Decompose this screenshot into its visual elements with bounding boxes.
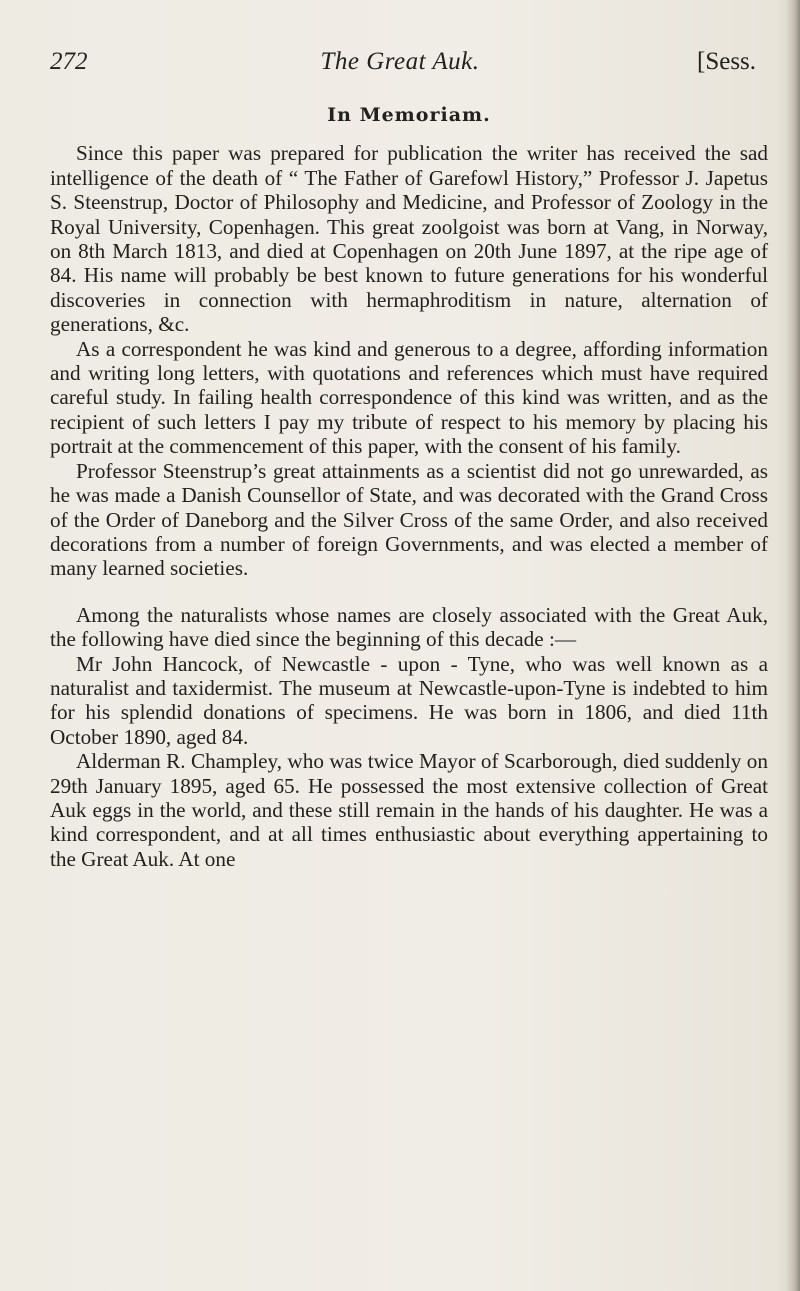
paragraph-5: Mr John Hancock, of Newcastle - upon - Tyne, who was well known as a naturalist and taxidermist. The museum at Newcastle-upon-Tyne is indebted to him for his splendid donations of specimens. He was born in 1806, and died 11th October 1890, aged 84.	[50, 651, 768, 749]
paragraph-2: As a correspondent he was kind and generous to a degree, affording information and writing long letters, with quotations and references which must have required careful study. In failing health correspondence of this kind was written, and as the recipient of such letters I pay my tribute of respect to his memory by placing his portrait at the commencement of this paper, with the consent of his family.	[50, 336, 768, 459]
body-text	[50, 103, 768, 871]
page-edge-shadow	[786, 0, 800, 1291]
running-title: The Great Auk.	[320, 48, 480, 75]
paragraph-3: Professor Steenstrup’s great attainments as a scientist did not go unrewarded, as he was made a Danish Counsellor of State, and was decorated with the Grand Cross of the Order of Daneborg and the Silver Cross of the same Order, and also received decorations from a number of foreign Governments, and was elected a member of many learned societies.	[50, 458, 768, 581]
section-heading: In Memoriam.	[327, 104, 491, 126]
session-label: [Sess.	[697, 48, 757, 75]
running-header	[0, 48, 800, 82]
paragraph-6: Alderman R. Champley, who was twice Mayor of Scarborough, died suddenly on 29th January 1895, aged 65. He possessed the most extensive collection of Great Auk eggs in the world, and these still remain in the hands of his daughter. He was a kind correspondent, and at all times enthusiastic about everything appertaining to the Great Auk. At one	[50, 749, 768, 871]
page-number: 272	[50, 48, 88, 75]
paragraph-4: Among the naturalists whose names are closely associated with the Great Auk, the following have died since the beginning of this decade :—	[50, 602, 768, 652]
paragraph-1: Since this paper was prepared for publication the writer has received the sad intelligence of the death of “ The Father of Garefowl History,” Professor J. Japetus S. Steenstrup, Doctor of Philosophy and Medicine, and Professor of Zoology in the Royal University, Copenhagen. This great zoolgoist was born at Vang, in Norway, on 8th March 1813, and died at Copenhagen on 20th June 1897, at the ripe age of 84. His name will probably be best known to future generations for his wonderful discoveries in connection with hermaphroditism in nature, alternation of generations, &c.	[50, 141, 768, 337]
